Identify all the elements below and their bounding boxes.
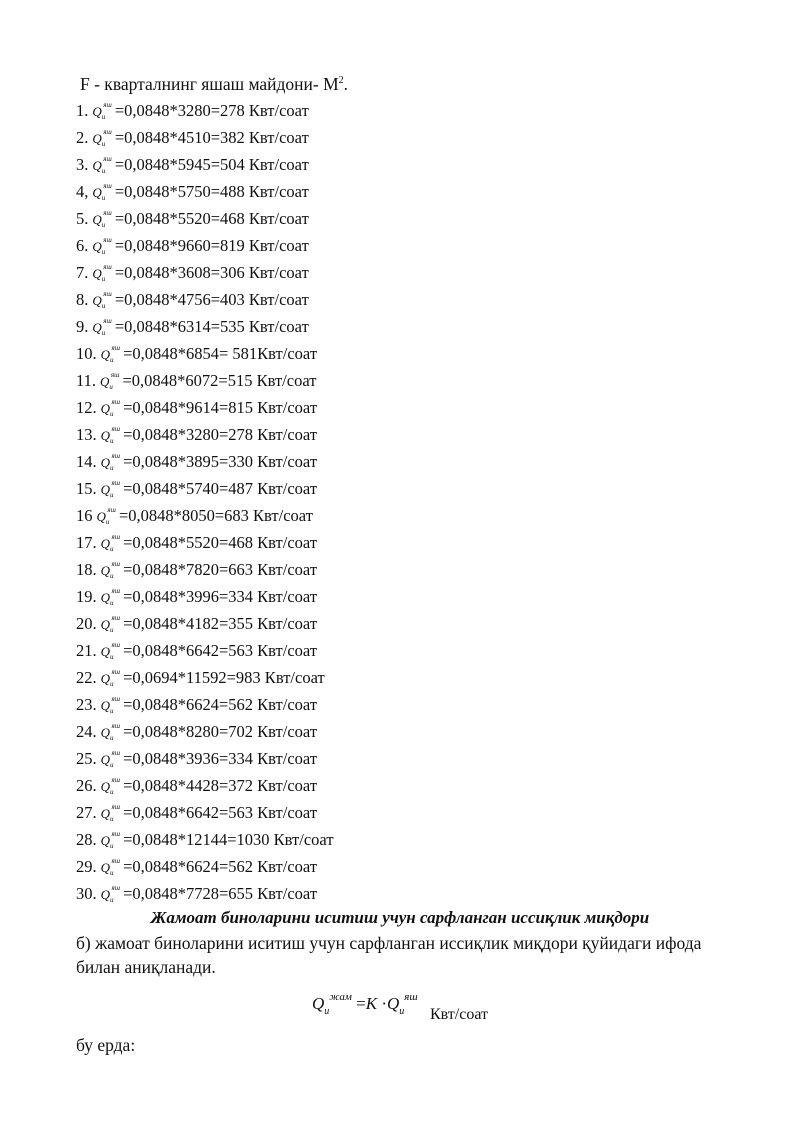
equation-line: [76, 317, 309, 344]
equation-number: 19.: [76, 587, 97, 606]
q-symbol: $Q_и^{яш}$: [92, 155, 112, 175]
equation-line: [76, 506, 313, 533]
equation-line: [76, 425, 317, 452]
equation-number: 3.: [76, 155, 89, 174]
header-line: F - кварталнинг яшаш майдони- $М^2$.: [80, 74, 349, 94]
q-symbol: $Q_и^{яш}$: [100, 641, 121, 661]
equation-number: 16: [76, 506, 93, 525]
equation-number: 13.: [76, 425, 97, 444]
equation-line: [76, 155, 309, 182]
equation-number: 21.: [76, 641, 97, 660]
equation-line: [76, 290, 309, 317]
equation-number: 7.: [76, 263, 89, 282]
equation-rhs: =0,0848*4510=382 Квт/соат: [114, 128, 309, 147]
equation-number: 22.: [76, 668, 97, 687]
equation-line: [76, 236, 309, 263]
q-symbol: $Q_и^{яш}$: [100, 830, 121, 850]
equation-number: 17.: [76, 533, 97, 552]
footer-text: бу ерда:: [76, 1035, 136, 1055]
equation-rhs: =0,0848*6624=562 Квт/соат: [123, 695, 318, 714]
q-symbol: $Q_и^{яш}$: [92, 101, 112, 121]
equation-line: [76, 830, 334, 857]
equation-line: [76, 533, 317, 560]
q-symbol: $Q_и^{яш}$: [92, 263, 112, 283]
q-symbol: $Q_и^{яш}$: [100, 614, 121, 634]
equation-number: 9.: [76, 317, 89, 336]
equation-rhs: =0,0848*12144=1030 Квт/соат: [123, 830, 334, 849]
equation-line: [76, 776, 317, 803]
equation-line: [76, 452, 317, 479]
equation-number: 28.: [76, 830, 97, 849]
q-symbol: $Q_и^{яш}$: [100, 344, 121, 364]
equation-line: [76, 182, 309, 209]
q-symbol: $Q_и^{яш}$: [100, 425, 121, 445]
equation-line: [76, 803, 317, 830]
equation-number: 15.: [76, 479, 97, 498]
equation-rhs: =0,0848*8050=683 Квт/соат: [118, 506, 313, 525]
equation-rhs: =0,0848*3936=334 Квт/соат: [123, 749, 318, 768]
equation-line: [76, 128, 309, 155]
equation-rhs: =0,0848*6314=535 Квт/соат: [114, 317, 309, 336]
equation-line: [76, 560, 317, 587]
q-symbol: $Q_и^{яш}$: [100, 371, 120, 391]
equation-number: 27.: [76, 803, 97, 822]
q-symbol: $Q_и^{яш}$: [100, 533, 121, 553]
q-symbol: $Q_и^{яш}$: [92, 317, 112, 337]
paragraph: б) жамоат биноларини иситиш учун сарфланган иссиқлик миқдори қуйидаги ифода билан аниқланади.: [76, 933, 702, 977]
q-symbol: $Q_и^{яш}$: [96, 506, 116, 526]
equation-number: 29.: [76, 857, 97, 876]
equation-rhs: =0,0848*6072=515 Квт/соат: [122, 371, 317, 390]
equation-rhs: =0,0848*6854= 581Квт/соат: [123, 344, 318, 363]
q-symbol: $Q_и^{яш}$: [100, 749, 121, 769]
equation-number: 24.: [76, 722, 97, 741]
equation-number: 26.: [76, 776, 97, 795]
equation-rhs: =0,0848*5520=468 Квт/соат: [123, 533, 318, 552]
equation-rhs: =0,0848*3895=330 Квт/соат: [123, 452, 318, 471]
equation-line: [76, 587, 317, 614]
equation-rhs: =0,0848*5740=487 Квт/соат: [123, 479, 318, 498]
q-symbol: $Q_и^{яш}$: [92, 236, 112, 256]
q-symbol: $Q_и^{яш}$: [100, 803, 121, 823]
q-symbol: $Q_и^{яш}$: [100, 587, 121, 607]
equation-rhs: =0,0848*5945=504 Квт/соат: [114, 155, 309, 174]
q-symbol: $Q_и^{яш}$: [92, 182, 112, 202]
equation-line: [76, 101, 309, 128]
q-symbol: $Q_и^{яш}$: [100, 452, 121, 472]
equation-number: 11.: [76, 371, 97, 390]
equation-line: [76, 371, 316, 398]
equation-number: 4,: [76, 182, 89, 201]
equation-line: [76, 263, 309, 290]
q-symbol: $Q_и^{яш}$: [100, 668, 121, 688]
equation-rhs: =0,0848*3996=334 Квт/соат: [123, 587, 318, 606]
equation-rhs: =0,0848*5750=488 Квт/соат: [114, 182, 309, 201]
equation-line: [76, 722, 317, 749]
equation-number: 6.: [76, 236, 89, 255]
equation-rhs: =0,0848*4182=355 Квт/соат: [123, 614, 318, 633]
q-symbol: $Q_и^{яш}$: [92, 290, 112, 310]
equation-rhs: =0,0848*4756=403 Квт/соат: [114, 290, 309, 309]
equation-rhs: =0,0848*6642=563 Квт/соат: [123, 641, 318, 660]
q-symbol: $Q_и^{яш}$: [100, 479, 121, 499]
equation-line: [76, 749, 317, 776]
equation-number: 20.: [76, 614, 97, 633]
q-symbol: $Q_и^{яш}$: [100, 722, 121, 742]
equation-number: 5.: [76, 209, 89, 228]
equation-rhs: =0,0848*9614=815 Квт/соат: [123, 398, 318, 417]
equation-number: 12.: [76, 398, 97, 417]
equation-number: 2.: [76, 128, 89, 147]
equation-rhs: =0,0848*3608=306 Квт/соат: [114, 263, 309, 282]
equation-line: [76, 398, 317, 425]
equation-number: 18.: [76, 560, 97, 579]
equation-line: [76, 479, 317, 506]
q-symbol: $Q_и^{яш}$: [100, 776, 121, 796]
equation-line: [76, 209, 309, 236]
equation-rhs: =0,0848*9660=819 Квт/соат: [114, 236, 309, 255]
q-symbol: $Q_и^{яш}$: [92, 128, 112, 148]
equation-line: [76, 695, 317, 722]
equation-rhs: =0,0848*7820=663 Квт/соат: [123, 560, 318, 579]
equation-number: 1.: [76, 101, 89, 120]
q-symbol: $Q_и^{яш}$: [100, 398, 121, 418]
equation-rhs: =0,0848*5520=468 Квт/соат: [114, 209, 309, 228]
q-symbol: $Q_и^{яш}$: [100, 884, 121, 904]
section-heading: Жамоат биноларини иситиш учун сарфланган иссиқлик миқдори: [150, 908, 650, 927]
equation-rhs: =0,0848*8280=702 Квт/соат: [123, 722, 318, 741]
q-symbol: $Q_и^{яш}$: [100, 857, 121, 877]
equation-line: [76, 614, 317, 641]
equation-rhs: =0,0848*4428=372 Квт/соат: [123, 776, 318, 795]
q-symbol: $Q_и^{яш}$: [92, 209, 112, 229]
equation-number: 23.: [76, 695, 97, 714]
equation-rhs: =0,0694*11592=983 Квт/соат: [123, 668, 325, 687]
formula: $Q_и^{жам} =K \cdot Q_и^{яш}$ Квт/соат: [312, 991, 488, 1023]
equation-line: [76, 668, 325, 695]
equation-number: 30.: [76, 884, 97, 903]
q-symbol: $Q_и^{яш}$: [100, 560, 121, 580]
equation-rhs: =0,0848*3280=278 Квт/соат: [123, 425, 318, 444]
equation-line: [76, 884, 317, 911]
equation-number: 10.: [76, 344, 97, 363]
equation-rhs: =0,0848*6624=562 Квт/соат: [123, 857, 318, 876]
equation-rhs: =0,0848*3280=278 Квт/соат: [114, 101, 309, 120]
equation-line: [76, 641, 317, 668]
equation-number: 8.: [76, 290, 89, 309]
q-symbol: $Q_и^{яш}$: [100, 695, 121, 715]
equation-rhs: =0,0848*6642=563 Квт/соат: [123, 803, 318, 822]
equation-number: 25.: [76, 749, 97, 768]
equation-line: [76, 857, 317, 884]
equation-rhs: =0,0848*7728=655 Квт/соат: [123, 884, 318, 903]
equation-number: 14.: [76, 452, 97, 471]
equation-line: [76, 344, 317, 371]
